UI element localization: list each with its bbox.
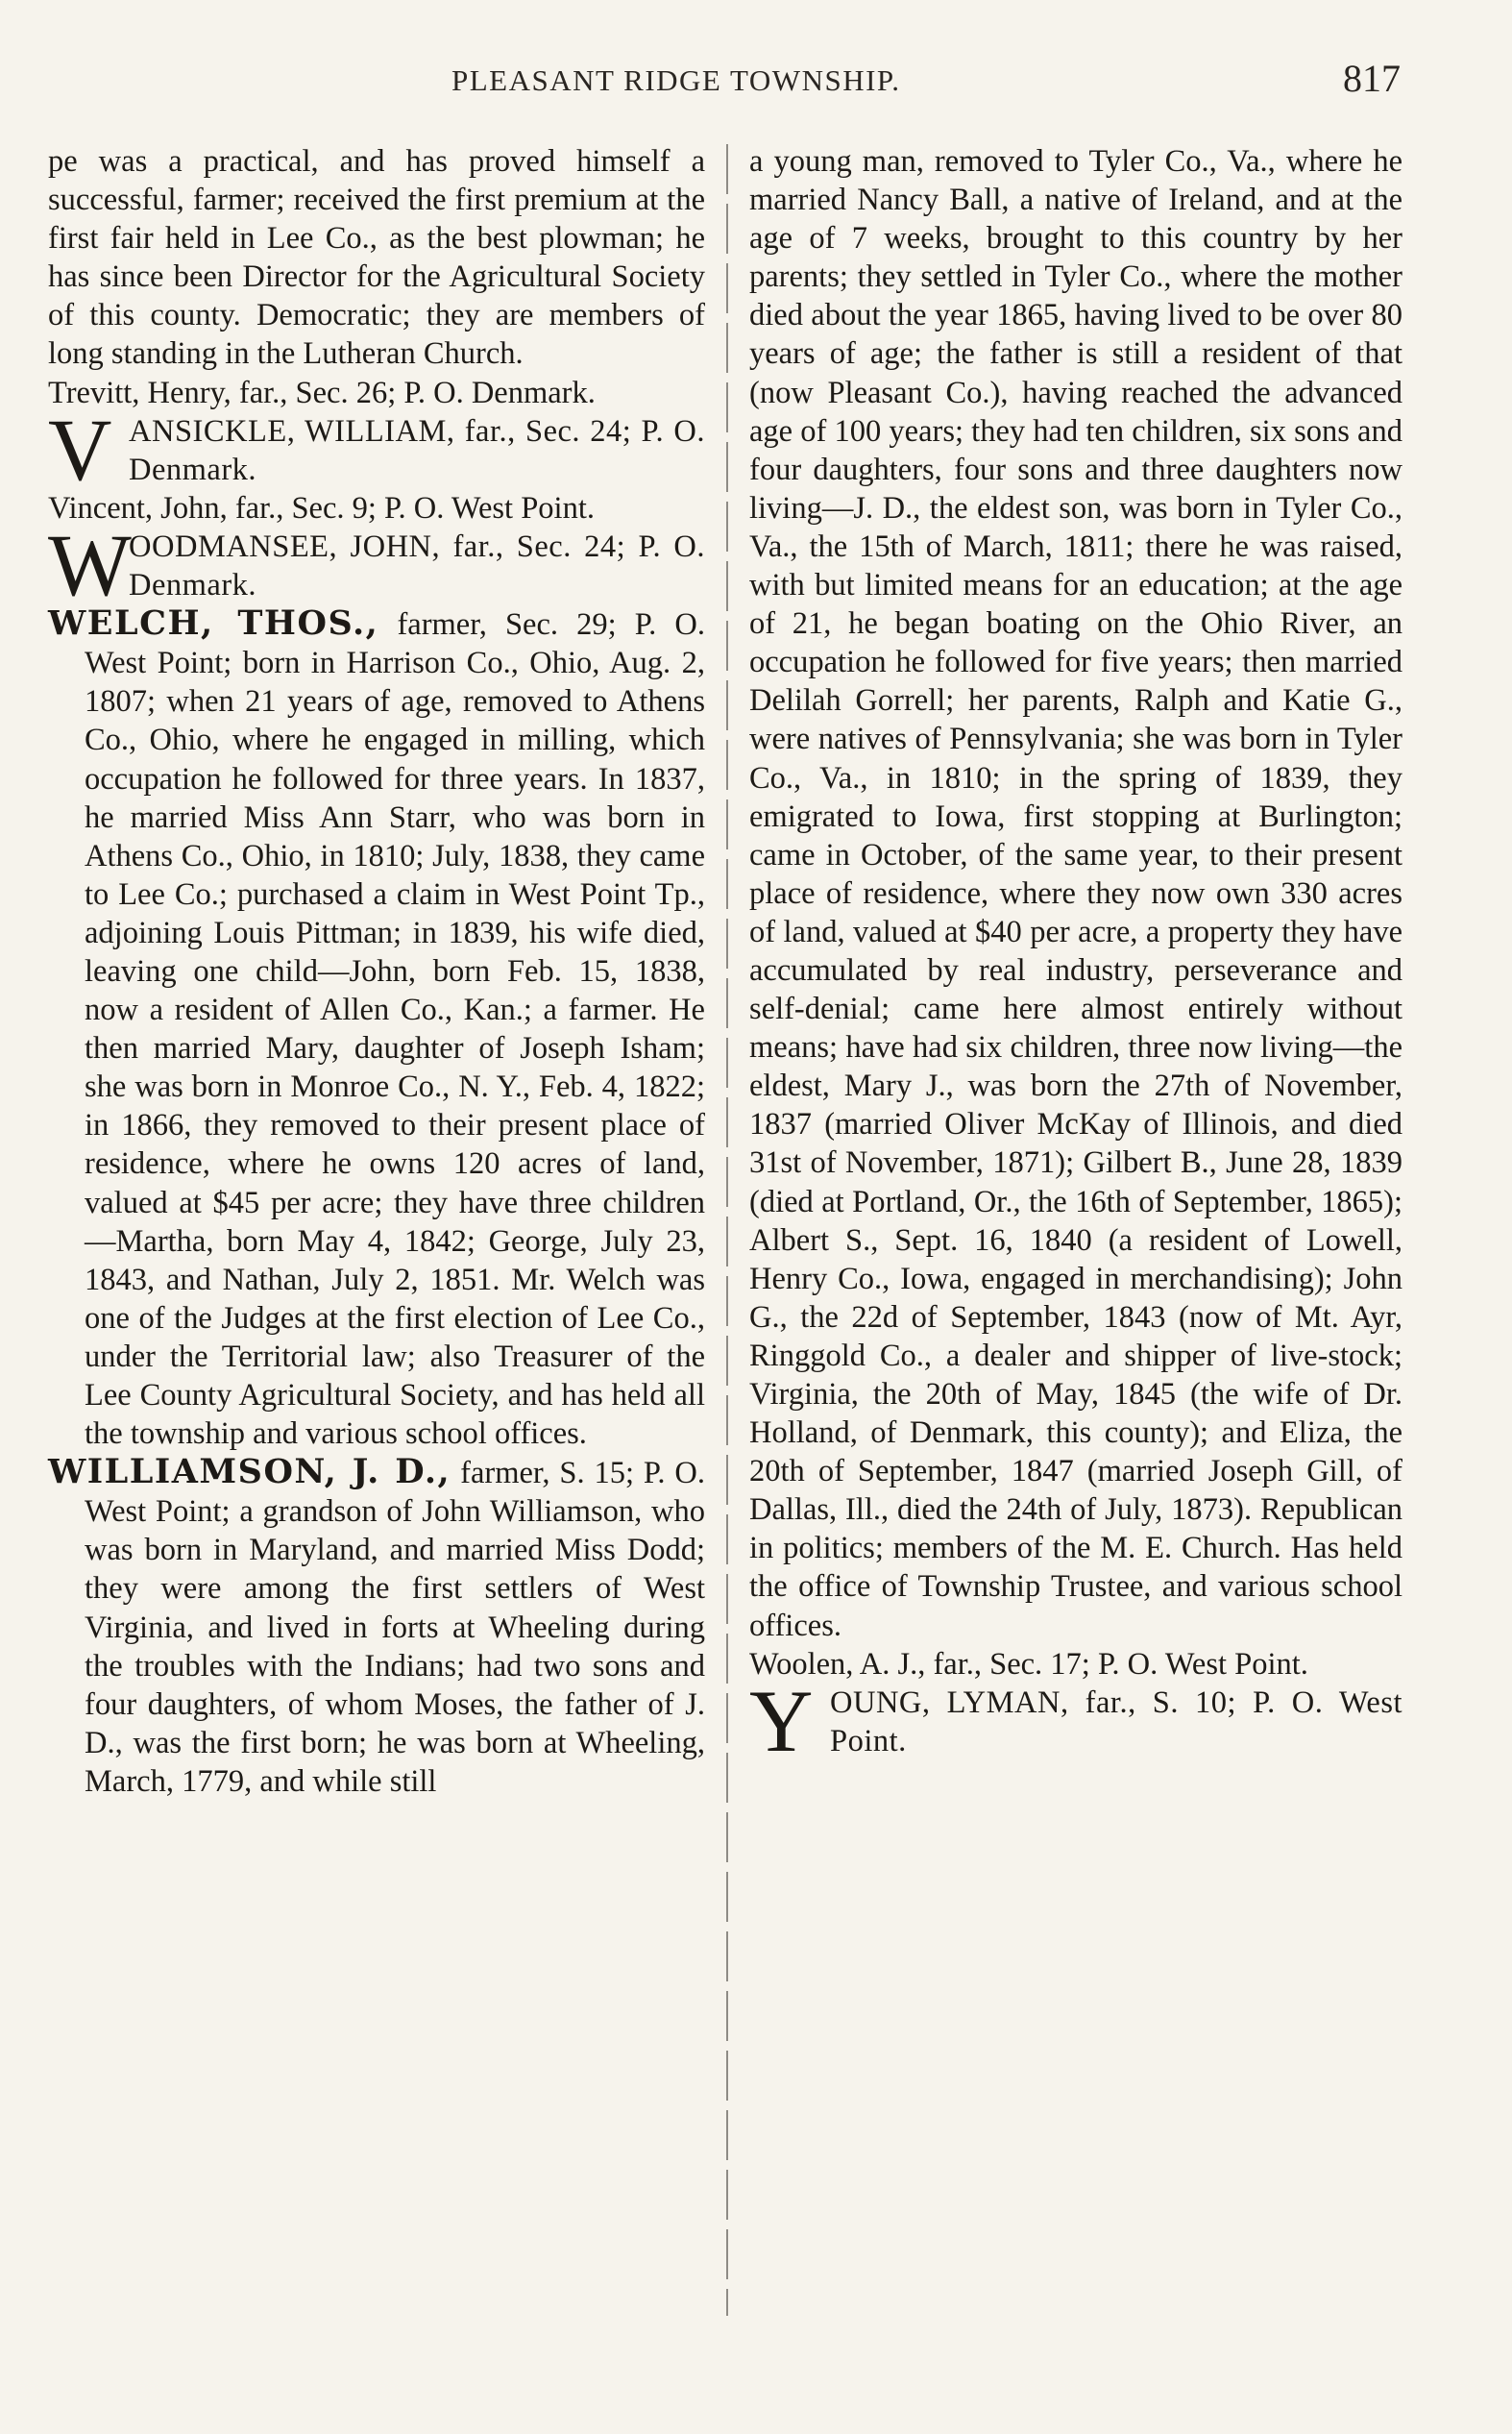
page-header [0,56,1512,113]
entry-continuation-left: pe was a practical, and has proved himself a successful, farmer; received the first premium at the first fair held in Lee Co., as the best plowman; he has since been Director for the Agricultural Society of this county. Democratic; they are members of long standing in the Lutheran Church. [48,144,705,372]
williamson-name: WILLIAMSON, J. D., [48,1452,451,1492]
page-number: 817 [1343,57,1401,100]
welch-text: farmer, Sec. 29; P. O. West Point; born in Harrison Co., Ohio, Aug. 2, 1807; when 21 years of age, removed to Athens Co., Ohio, where he engaged in milling, which occupation he followed for three years. In 1837, he married Miss Ann Starr, who was born in Athens Co., Ohio, in 1810; July, 1838, they came to Lee Co.; purchased a claim in West Point Tp., adjoining Louis Pittman; in 1839, his wife died, leaving one child—John, born Feb. 15, 1838, now a resident of Allen Co., Kan.; a farmer. He then married Mary, daughter of Joseph Isham; she was born in Monroe Co., N. Y., Feb. 4, 1822; in 1866, they removed to their present place of residence, where he owns 120 acres of land, valued at $45 per acre; they have three children—Martha, born May 4, 1842; George, July 23, 1843, and Nathan, July 2, 1851. Mr. Welch was one of the Judges at the first election of Lee Co., under the Territorial law; also Treasurer of the Lee County Agricultural Society, and has held all the township and various school offices. [85,607,705,1452]
entry-williamson [48,1453,705,1801]
entry-woodmansee [48,515,705,614]
entry-welch [48,604,705,1453]
drop-cap-w: W [48,515,132,614]
entry-vansickle [48,400,705,499]
column-divider [726,144,728,2316]
young-text: OUNG, LYMAN, far., S. 10; P. O. West Point. [830,1684,1402,1758]
entry-young [749,1671,1402,1770]
entry-vincent: Vincent, John, far., Sec. 9; P. O. West Point. [48,490,595,526]
drop-cap-v: V [48,400,112,499]
drop-cap-y: Y [749,1671,814,1770]
running-head: PLEASANT RIDGE TOWNSHIP. [451,63,901,97]
woodmansee-text: OODMANSEE, JOHN, far., Sec. 24; P. O. Denmark. [129,529,705,603]
entry-trevitt: Trevitt, Henry, far., Sec. 26; P. O. Denmark. [48,375,596,410]
left-column [48,142,705,1801]
entry-continuation-right: a young man, removed to Tyler Co., Va., where he married Nancy Ball, a native of Ireland, and at the age of 7 weeks, brought to this country by her parents; they settled in Tyler Co., where the mother died about the year 1865, having lived to be over 80 years of age; the father is still a resident of that (now Pleasant Co.), having reached the advanced age of 100 years; they had ten children, six sons and four daughters, four sons and three daughters now living—J. D., the eldest son, was born in Tyler Co., Va., the 15th of March, 1811; there he was raised, with but limited means for an education; at the age of 21, he began boating on the Ohio River, an occupation he followed for five years; then married Delilah Gorrell; her parents, Ralph and Katie G., were natives of Pennsylvania; she was born in Tyler Co., Va., in 1810; in the spring of 1839, they emigrated to Iowa, first stopping at Burlington; came in October, of the same year, to their present place of residence, where they now own 330 acres of land, valued at $40 per acre, a property they have accumulated by real industry, perseverance and self-denial; came here almost entirely without means; have had six children, three now living—the eldest, Mary J., was born the 27th of November, 1837 (married Oliver McKay of Illinois, and died 31st of November, 1871); Gilbert B., June 28, 1839 (died at Portland, Or., the 16th of September, 1865); Albert S., Sept. 16, 1840 (a resident of Lowell, Henry Co., Iowa, engaged in merchandising); John G., the 22d of September, 1843 (now of Mt. Ayr, Ringgold Co., a dealer and shipper of live-stock; Virginia, the 20th of May, 1845 (the wife of Dr. Holland, of Denmark, this county); and Eliza, the 20th of September, 1847 (married Joseph Gill, of Dallas, Ill., died the 24th of July, 1873). Republican in politics; members of the M. E. Church. Has held the office of Township Trustee, and various school offices. [749,144,1402,1643]
right-column [749,142,1402,1770]
williamson-text: farmer, S. 15; P. O. West Point; a grandson of John Williamson, who was born in Maryland, and married Miss Dodd; they were among the first settlers of West Virginia, and lived in forts at Wheeling during the troubles with the Indians; had two sons and four daughters, of whom Moses, the father of J. D., was the first born; he was born at Wheeling, March, 1779, and while still [85,1456,705,1799]
vansickle-text: ANSICKLE, WILLIAM, far., Sec. 24; P. O. Denmark. [129,413,705,487]
entry-woolen: Woolen, A. J., far., Sec. 17; P. O. West Point. [749,1646,1308,1682]
welch-name: WELCH, THOS., [48,603,379,644]
